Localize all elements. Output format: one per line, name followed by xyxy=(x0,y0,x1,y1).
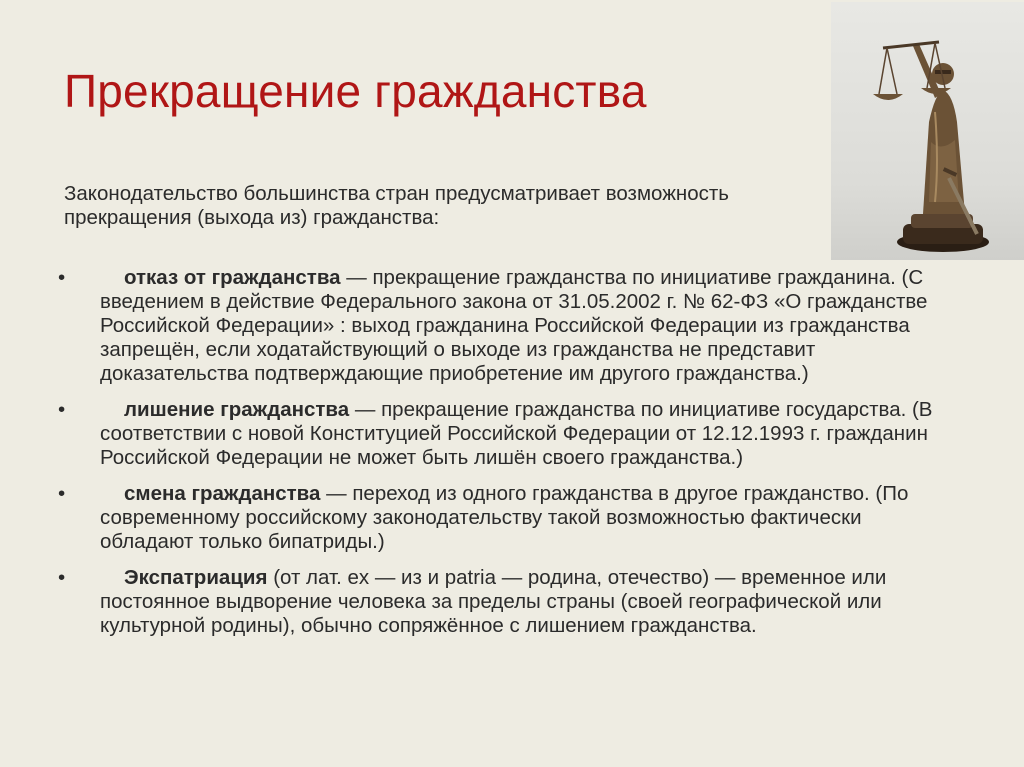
bullet-marker: • xyxy=(58,398,66,421)
bullet-marker: • xyxy=(58,482,66,505)
item-text: — прекращение гражданства по инициативе гражданина. (С введением в действие Федерального закона от 31.05.2002 г. № 62-ФЗ «О гражданстве Российской Федерации» : выход гражданина Российской Федерации из гражданства запрещён, если ходатайствующий о выходе из гражданства не представит доказательства подтверждающие приобретение им другого гражданства.) xyxy=(100,266,928,385)
bullet-list xyxy=(58,266,938,650)
item-text: — прекращение гражданства по инициативе государства. (В соответствии с новой Конституцией Российской Федерации от 12.12.1993 г. гражданин Российской Федерации не может быть лишён своего гражданства.) xyxy=(100,398,933,469)
themis-statue-icon xyxy=(831,2,1024,260)
list-item xyxy=(58,566,938,638)
list-item xyxy=(58,266,938,386)
bullet-marker: • xyxy=(58,266,66,289)
list-item xyxy=(58,398,938,470)
bullet-marker: • xyxy=(58,566,66,589)
intro-text: Законодательство большинства стран предусматривает возможность прекращения (выхода из) гражданства: xyxy=(64,182,729,229)
themis-statue-photo xyxy=(831,2,1024,260)
item-term: лишение гражданства xyxy=(124,398,350,421)
item-term: смена гражданства xyxy=(124,482,321,505)
item-text: — переход из одного гражданства в другое гражданство. (По современному российскому законодательству такой возможностью фактически обладают только бипатриды.) xyxy=(100,482,909,553)
item-term: отказ от гражданства xyxy=(124,266,341,289)
list-item xyxy=(58,482,938,554)
slide-title: Прекращение гражданства xyxy=(64,65,647,117)
item-text: (от лат. ex — из и patria — родина, отечество) — временное или постоянное выдворение человека за пределы страны (своей географической или культурной родины), обычно сопряжённое с лишением гражданства. xyxy=(100,566,887,637)
item-term: Экспатриация xyxy=(124,566,268,589)
